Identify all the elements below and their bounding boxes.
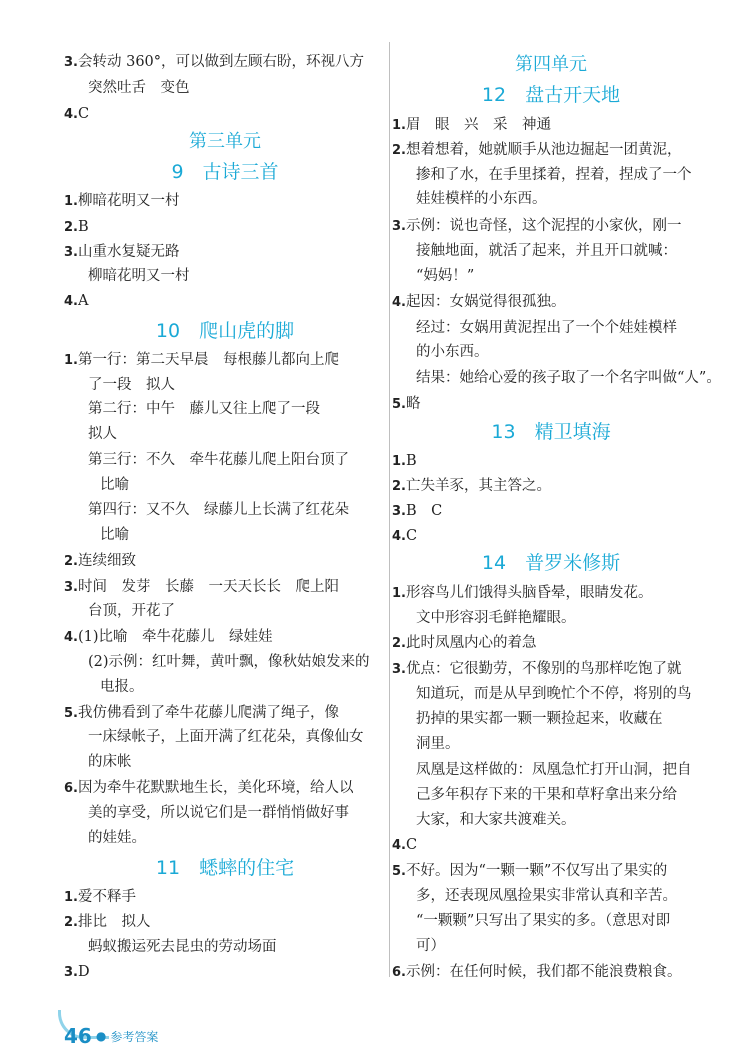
answer-continuation: 娃娃模样的小东西。 [416,191,547,207]
page-footer [64,1024,158,1048]
answer-text: C [77,106,90,122]
answer-continuation: 一床绿帐子，上面开满了红花朵，真像仙女 [88,729,364,745]
answer-text: 爱不释手 [77,889,136,905]
answer-item [392,394,420,415]
answer-text: (1)比喻 牵牛花藤儿 绿娃娃 [77,629,273,645]
answer-continuation: 文中形容羽毛鲜艳耀眼。 [416,610,576,626]
item-number: 5. [392,864,406,879]
answer-continuation: 了一段 拟人 [88,377,175,393]
answer-continuation: 的床帐 [88,754,132,770]
answer-item [392,451,417,472]
item-number: 6. [64,781,78,796]
answer-continuation: “妈妈！” [416,268,475,284]
item-number: 4. [64,294,78,309]
item-number: 4. [64,107,78,122]
answer-item [64,627,273,648]
section-heading: 10 爬山虎的脚 [155,320,295,342]
answer-text: 不好。因为“一颗一颗”不仅写出了果实的 [405,863,668,879]
item-number: 5. [392,397,406,412]
answer-text: C [405,528,418,544]
answer-continuation: 知道玩，而是从早到晚忙个不停，将别的鸟 [416,686,692,702]
answer-text: B [77,219,89,235]
answer-item [64,104,89,125]
item-number: 1. [392,454,406,469]
item-number: 2. [392,143,406,158]
answer-item [392,633,536,654]
item-number: 4. [64,630,78,645]
item-number: 4. [392,838,406,853]
answer-continuation: 第三行：不久 牵牛花藤儿爬上阳台顶了 [88,452,349,468]
answer-text: A [77,293,89,309]
answer-item [64,577,339,598]
answer-text: B C [405,503,443,519]
answer-text: 想着想着，她就顺手从池边掘起一团黄泥， [405,142,682,158]
section-heading: 14 普罗米修斯 [481,552,621,574]
answer-continuation: 拟人 [88,426,117,442]
answer-text: 连续细致 [77,553,136,569]
answer-text: 因为牵牛花默默地生长，美化环境，给人以 [77,780,354,796]
answer-continuation: 突然吐舌 变色 [88,80,190,96]
item-number: 3. [64,580,78,595]
answer-text: 起因：女娲觉得很孤独。 [405,294,566,310]
page-number: 46 [64,1024,92,1048]
answer-item [392,140,681,161]
item-number: 2. [64,220,78,235]
answer-continuation: 台顶，开花了 [88,603,175,619]
answer-continuation: (2)示例：红叶舞，黄叶飘，像秋姑娘发来的 [88,654,370,670]
answer-continuation: 比喻 [100,527,129,543]
answer-item [392,526,417,547]
answer-continuation: 美的享受，所以说它们是一群悄悄做好事 [88,805,349,821]
item-number: 5. [64,706,78,721]
answer-item [392,659,681,680]
answer-text: 排比 拟人 [77,914,151,930]
answer-continuation: 第四行：又不久 绿藤儿上长满了红花朵 [88,502,349,518]
answer-text: 此时凤凰内心的着急 [405,635,537,651]
answer-continuation: 多，还表现凤凰捡果实非常认真和辛苦。 [416,888,677,904]
section-heading: 9 古诗三首 [171,161,279,183]
item-number: 2. [392,636,406,651]
answer-item [64,912,150,933]
answer-item [64,52,364,73]
answer-text: 示例：在任何时候，我们都不能浪费粮食。 [405,964,682,980]
answer-text: 优点：它很勤劳，不像别的鸟那样吃饱了就 [405,661,682,677]
answer-text: 柳暗花明又一村 [77,193,180,209]
answer-continuation: 接触地面，就活了起来，并且开口就喊： [416,243,677,259]
answer-text: 我仿佛看到了牵牛花藤儿爬满了绳子，像 [77,705,339,721]
answer-item [392,476,551,497]
item-number: 1. [64,194,78,209]
item-number: 1. [392,586,406,601]
answer-continuation: 凤凰是这样做的：凤凰急忙打开山洞，把自 [416,762,692,778]
answer-item [64,962,90,983]
section-heading: 第四单元 [515,54,587,75]
answer-continuation: 电报。 [100,679,144,695]
answer-item [64,242,179,263]
item-number: 3. [392,662,406,677]
answer-item [392,861,667,882]
item-number: 3. [392,219,406,234]
answer-continuation: 的娃娃。 [88,830,146,846]
answer-text: 时间 发芽 长藤 一天天长长 爬上阳 [77,579,339,595]
answer-continuation: 结果：她给心爱的孩子取了一个名字叫做“人”。 [416,370,721,386]
answer-continuation: 洞里。 [416,736,460,752]
answer-item [64,778,353,799]
answer-item [64,217,89,238]
answer-item [392,292,565,313]
section-heading: 13 精卫填海 [491,421,611,443]
answer-item [392,835,417,856]
answer-continuation: 掺和了水，在手里揉着，捏着，捏成了一个 [416,167,692,183]
section-heading: 11 蟋蟀的住宅 [155,857,295,879]
answer-text: 眉 眼 兴 采 神通 [405,117,551,133]
answer-text: 第一行：第二天早晨 每根藤儿都向上爬 [77,352,339,368]
answer-item [64,887,136,908]
item-number: 4. [392,295,406,310]
answer-continuation: “一颗颗”只写出了果实的多。（意思对即 [416,913,671,929]
section-heading: 第三单元 [189,131,261,152]
answer-item [64,291,88,312]
answer-continuation: 己多年积存下来的干果和草籽拿出来分给 [416,787,677,803]
answer-text: 会转动 360°，可以做到左顾右盼，环视八方 [77,54,365,70]
answer-continuation: 比喻 [100,477,129,493]
item-number: 2. [392,479,406,494]
answer-item [392,501,442,522]
answer-item [392,962,681,983]
item-number: 3. [64,245,78,260]
item-number: 3. [392,504,406,519]
answer-text: 示例：说也奇怪，这个泥捏的小家伙，刚一 [405,218,682,234]
answer-item [64,191,179,212]
answer-text: 略 [405,396,421,412]
answer-text: C [405,837,418,853]
footer-label: 参考答案 [110,1029,159,1044]
item-number: 6. [392,965,406,980]
answer-item [392,216,681,237]
answer-item [64,350,339,371]
item-number: 4. [392,529,406,544]
answer-continuation: 扔掉的果实都一颗一颗捡起来，收藏在 [416,711,663,727]
answer-item [64,551,136,572]
answer-item [64,703,339,724]
answer-continuation: 可） [416,938,445,954]
answer-text: D [77,964,90,980]
answer-continuation: 柳暗花明又一村 [88,268,190,284]
answer-text: 亡失羊豕，其主答之。 [405,478,551,494]
section-heading: 12 盘古开天地 [481,84,621,106]
item-number: 3. [64,55,78,70]
item-number: 3. [64,965,78,980]
item-number: 1. [392,118,406,133]
answer-continuation: 的小东西。 [416,344,489,360]
bullet-icon: ● [95,1029,107,1043]
answer-continuation: 蚂蚁搬运死去昆虫的劳动场面 [88,939,277,955]
answer-continuation: 大家，和大家共渡难关。 [416,812,576,828]
answer-continuation: 经过：女娲用黄泥捏出了一个个娃娃模样 [416,320,677,336]
item-number: 1. [64,890,78,905]
answer-item [392,583,652,604]
answer-text: B [405,453,417,469]
column-divider [389,42,390,977]
answer-text: 形容鸟儿们饿得头脑昏晕，眼睛发花。 [405,585,653,601]
item-number: 1. [64,353,78,368]
item-number: 2. [64,915,78,930]
answer-continuation: 第二行：中午 藤儿又往上爬了一段 [88,401,320,417]
item-number: 2. [64,554,78,569]
answer-text: 山重水复疑无路 [77,244,180,260]
answer-item [392,115,551,136]
